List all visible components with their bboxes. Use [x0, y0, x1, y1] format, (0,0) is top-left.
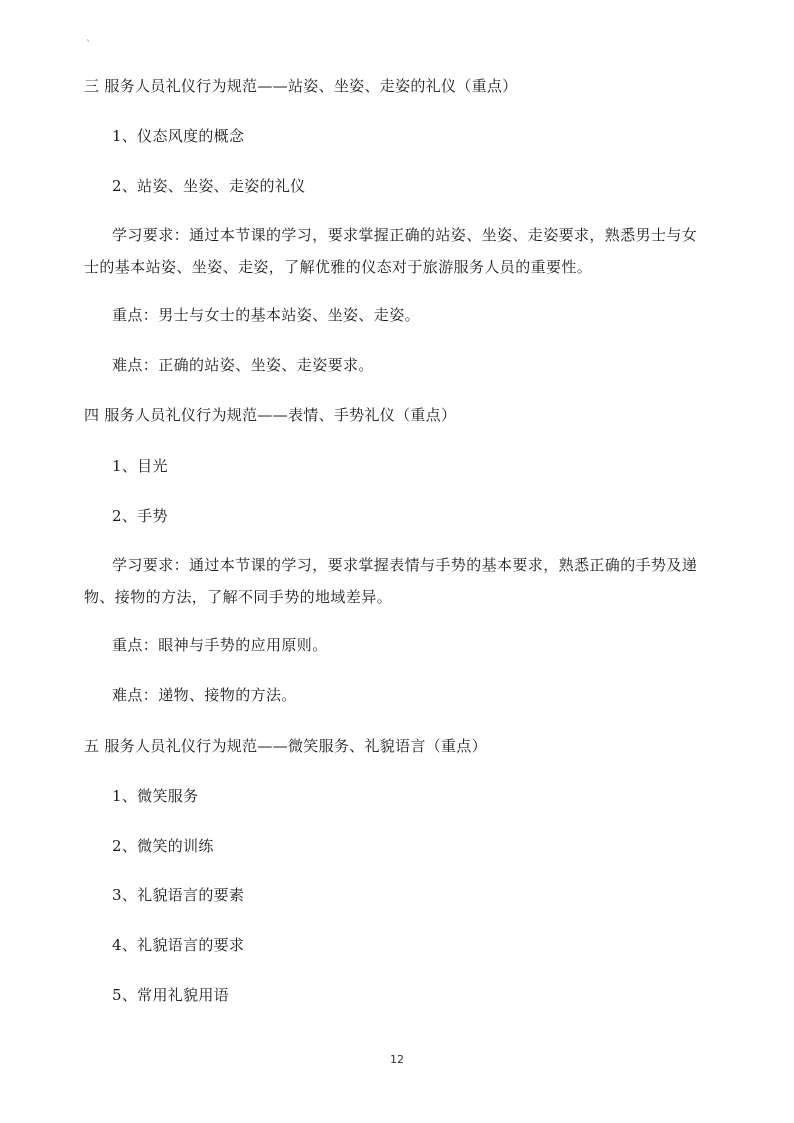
section-4-requirements-line-2: 物、接物的方法，了解不同手势的地域差异。 [84, 588, 393, 606]
section-3-requirements-line-2: 士的基本站姿、坐姿、走姿，了解优雅的仪态对于旅游服务人员的重要性。 [84, 258, 593, 276]
section-5-item-2: 2、微笑的训练 [112, 837, 214, 855]
section-3-difficult-points: 难点：正确的站姿、坐姿、走姿要求。 [112, 356, 374, 374]
section-5-heading: 五 服务人员礼仪行为规范——微笑服务、礼貌语言（重点） [84, 737, 487, 755]
section-4-difficult-points: 难点：递物、接物的方法。 [112, 686, 297, 704]
section-5-item-4: 4、礼貌语言的要求 [112, 936, 245, 954]
section-4-item-2: 2、手势 [112, 507, 168, 525]
section-4-key-points: 重点：眼神与手势的应用原则。 [112, 636, 328, 654]
section-5-item-1: 1、微笑服务 [112, 787, 199, 805]
page-number: 12 [390, 1053, 404, 1066]
section-4-requirements-line-1: 学习要求：通过本节课的学习，要求掌握表情与手势的基本要求，熟悉正确的手势及递 [112, 556, 698, 574]
section-4-item-1: 1、目光 [112, 457, 168, 475]
section-3-item-2: 2、站姿、坐姿、走姿的礼仪 [112, 177, 306, 195]
section-3-requirements-line-1: 学习要求：通过本节课的学习，要求掌握正确的站姿、坐姿、走姿要求，熟悉男士与女 [112, 226, 698, 244]
section-5-item-5: 5、常用礼貌用语 [112, 986, 229, 1004]
section-3-item-1: 1、仪态风度的概念 [112, 127, 245, 145]
section-3-key-points: 重点：男士与女士的基本站姿、坐姿、走姿。 [112, 306, 421, 324]
section-3-heading: 三 服务人员礼仪行为规范——站姿、坐姿、走姿的礼仪（重点） [84, 77, 518, 95]
scan-speck: ` [86, 40, 91, 51]
section-4-heading: 四 服务人员礼仪行为规范——表情、手势礼仪（重点） [84, 406, 457, 424]
section-5-item-3: 3、礼貌语言的要素 [112, 886, 245, 904]
